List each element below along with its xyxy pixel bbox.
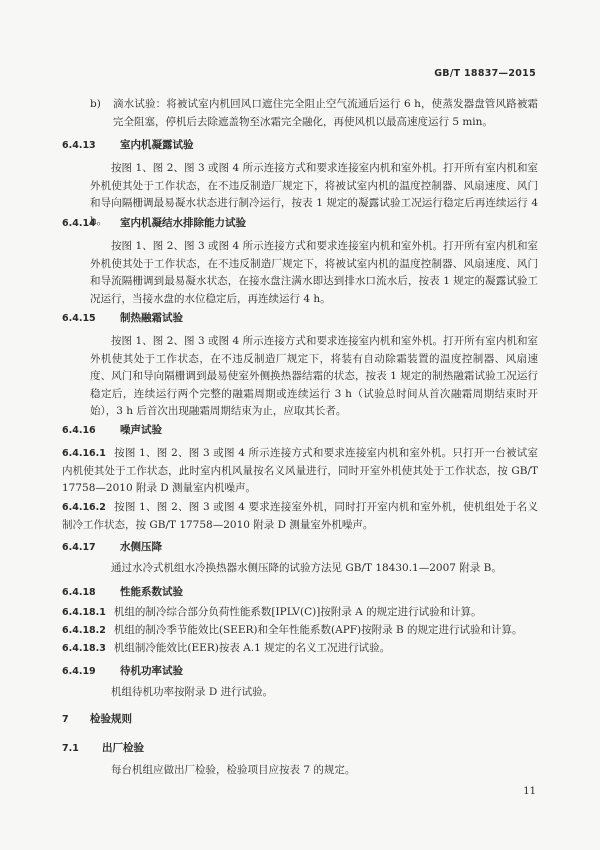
- section-number: 6.4.15: [62, 313, 96, 324]
- section-number: 6.4.17: [62, 542, 96, 553]
- section-title: 室内机凝露试验: [120, 139, 194, 151]
- section-number: 6.4.14: [62, 218, 96, 229]
- section-title: 噪声试验: [120, 424, 162, 436]
- clause-text: 按图 1、图 2、图 3 或图 4 所示连接方式和要求连接室内机和室外机。只打开一台被试室内机使其处于工作状态，此时室内机风量按名义风量进行，同时开室外机使其处于工作状态，按 GB/T 17758—2010 附录 D 测量室内机噪声。: [62, 447, 538, 494]
- section-number: 6.4.19: [62, 666, 96, 677]
- clause-number: 6.4.16.1: [62, 448, 106, 459]
- section-title: 检验规则: [90, 713, 132, 725]
- section-number: 6.4.13: [62, 140, 96, 151]
- clause-number: 6.4.18.2: [62, 625, 106, 636]
- section-body: 机组待机功率按附录 D 进行试验。: [111, 686, 274, 698]
- section-6-4-18: [0, 585, 600, 600]
- section-body: 按图 1、图 2、图 3 或图 4 所示连接方式和要求连接室内机和室外机。打开所有室内机和室外机使其处于工作状态，在不违反制造厂规定下，将装有自动除霜装置的温度控制器、风扇速度、风门和导向隔栅调到最易使室外侧换热器结霜的状态，按表 1 规定的制热融霜试验工况运行稳定后，连续运行两个完整的融霜周期或连续运行 3 h（试验总时间从首次融霜周期结束时开始），3 h 后首次出现融霜周期结束为止，应取其长者。: [90, 335, 538, 417]
- section-title: 制热融霜试验: [120, 312, 183, 324]
- section-number: 7: [62, 714, 69, 725]
- list-item-b: [0, 96, 600, 131]
- section-number: 6.4.16: [62, 425, 96, 436]
- section-title: 室内机凝结水排除能力试验: [120, 217, 246, 229]
- page-number: 11: [523, 786, 536, 797]
- clause-number: 6.4.18.1: [62, 607, 106, 618]
- clause-number: 6.4.18.3: [62, 643, 106, 654]
- section-title: 性能系数试验: [120, 586, 183, 598]
- clause-text: 机组的制冷季节能效比(SEER)和全年性能系数(APF)按附录 B 的规定进行试验和计算。: [113, 624, 523, 636]
- list-marker: b): [90, 98, 101, 110]
- clause-6-4-16-2: [0, 499, 600, 534]
- section-7: [0, 712, 600, 727]
- section-6-4-14: [0, 216, 600, 231]
- clause-text: 按图 1、图 2、图 3 或图 4 要求连接室外机，同时打开室内机和室外机，使机组处于名义制冷工作状态，按 GB/T 17758—2010 附录 D 测量室外机噪声。: [62, 501, 538, 531]
- clause-6-4-18-3: [0, 640, 600, 658]
- section-6-4-19: [0, 664, 600, 679]
- section-number: 7.1: [62, 743, 79, 754]
- section-title: 待机功率试验: [120, 665, 183, 677]
- section-body: 按图 1、图 2、图 3 或图 4 所示连接方式和要求连接室内机和室外机。打开所有室内机和室外机使其处于工作状态，在不违反制造厂规定下，将被试室内机的温度控制器、风扇速度、风门和导向隔栅调最易凝水状态进行制冷运行，按表 1 规定的凝露试验工况运行稳定后再连续运行 4 h。: [90, 162, 538, 227]
- section-6-4-17: [0, 540, 600, 555]
- section-title: 水侧压降: [120, 541, 162, 553]
- section-number: 6.4.18: [62, 587, 96, 598]
- section-7-1: [0, 741, 600, 756]
- clause-text: 机组制冷能效比(EER)按表 A.1 规定的名义工况进行试验。: [113, 642, 391, 654]
- section-title: 出厂检验: [102, 742, 144, 754]
- clause-number: 6.4.16.2: [62, 502, 106, 513]
- section-6-4-13: [0, 138, 600, 153]
- clause-6-4-16-1: [0, 445, 600, 498]
- section-body: 通过水冷式机组水冷换热器水侧压降的试验方法见 GB/T 18430.1—2007 附录 B。: [111, 562, 502, 574]
- section-body: 按图 1、图 2、图 3 或图 4 所示连接方式和要求连接室内机和室外机。打开所有室内机和室外机使其处于工作状态，在不违反制造厂规定下，将被试室内机的温度控制器、风扇速度、风门和导流隔栅调到最易凝水状态，在接水盘注满水即达到排水口流水后，按表 1 规定的凝露试验工况运行，当接水盘的水位稳定后，再连续运行 4 h。: [90, 240, 538, 305]
- section-6-4-16: [0, 423, 600, 438]
- clause-6-4-18-1: [0, 604, 600, 622]
- section-body: 每台机组应做出厂检验，检验项目应按表 7 的规定。: [111, 764, 356, 776]
- clause-text: 机组的制冷综合部分负荷性能系数[IPLV(C)]按附录 A 的规定进行试验和计算。: [113, 606, 482, 618]
- section-6-4-15: [0, 311, 600, 326]
- clause-6-4-18-2: [0, 622, 600, 640]
- standard-code-header: GB/T 18837—2015: [434, 68, 536, 79]
- list-item-text: 滴水试验：将被试室内机回风口遮住完全阻止空气流通后运行 6 h，使蒸发器盘管风路被霜完全阻塞，停机后去除遮盖物至冰霜完全融化，再使风机以最高速度运行 5 min。: [113, 98, 538, 128]
